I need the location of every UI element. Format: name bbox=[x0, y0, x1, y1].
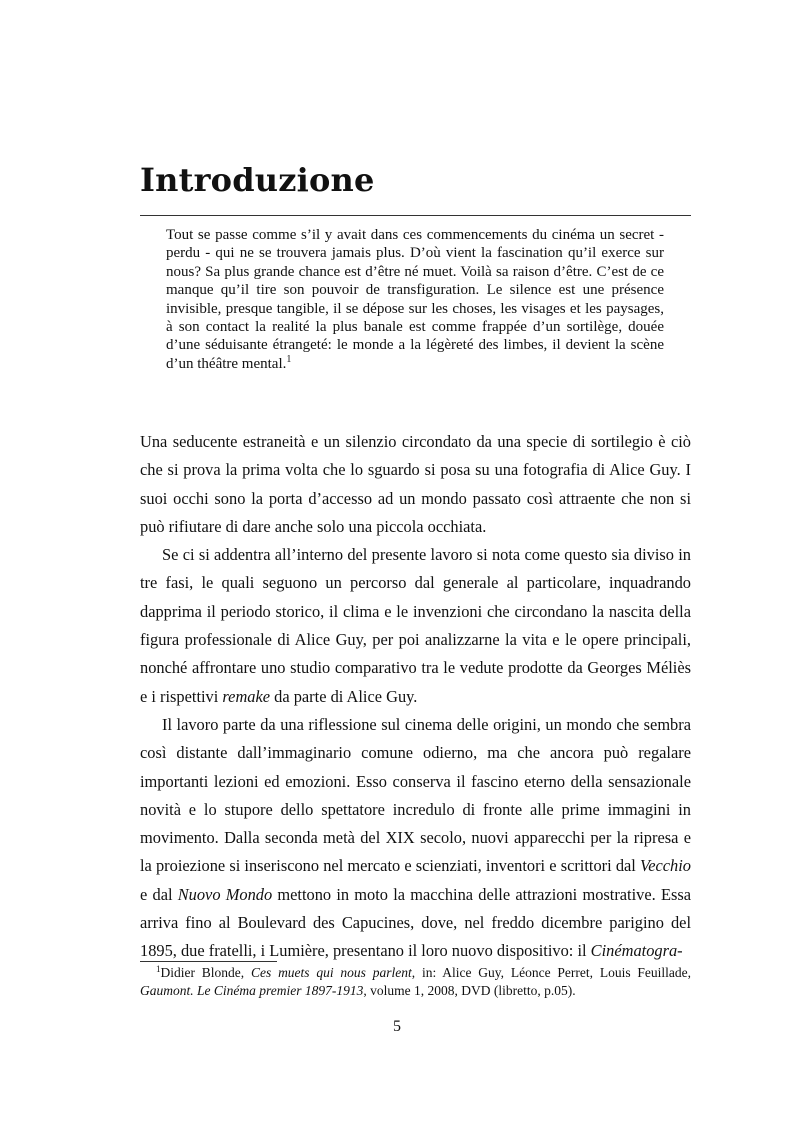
remake-emphasis: remake bbox=[222, 686, 271, 706]
vecchio-emphasis: Vecchio bbox=[640, 856, 691, 876]
paragraph-2: Se ci si addentra all’interno del presente lavoro si nota come questo sia diviso in tre fasi, le quali seguono un percorso dal generale al particolare, inquadrando dapprima il periodo storico, il clima e le invenzioni che circondano la nascita della figura professionale di Alice Guy, per poi analizzarne la vita e le opere principali, nonché affrontare uno studio comparativo tra le vedute prodotte da Georges Méliès e i rispettivi remake da parte di Alice Guy. bbox=[140, 545, 691, 706]
footnote: $^1$Didier Blonde, Ces muets qui nous parlent, in: Alice Guy, Léonce Perret, Louis Feuillade, Gaumont. Le Cinéma premier 1897-1913, volume 1, 2008, DVD (libretto, p.05). bbox=[140, 964, 691, 998]
body-text bbox=[140, 428, 691, 966]
paragraph-1: Una seducente estraneità e un silenzio circondato da una specie di sortilegio è ciò che si prova la prima volta che lo sguardo si posa su una fotografia di Alice Guy. I suoi occhi sono la porta d’accesso ad un mondo passato così attraente che non si può rifiutare di dare anche solo una piccola occhiata. bbox=[140, 432, 691, 536]
footnote-mark: 1 bbox=[156, 964, 161, 974]
cinematographe-emphasis: Cinématogra- bbox=[590, 941, 683, 961]
paragraph-3: Il lavoro parte da una riflessione sul cinema delle origini, un mondo che sembra così distante dall’immaginario comune odierno, ma che ancora può regalare importanti lezioni ed emozioni. Esso conserva il fascino eterno della sensazionale novità e lo stupore dello spettatore incredulo di fronte alle prime immagini in movimento. Dalla seconda metà del XIX secolo, nuovi apparecchi per la ripresa e la proiezione si inseriscono nel mercato e scienziati, inventori e scrittori dal Vecchio e dal Nuovo Mondo mettono in moto la macchina delle attrazioni mostrative. Essa arriva fino al Boulevard des Capucines, dove, nel freddo dicembre parigino del 1895, due fratelli, i Lumière, presentano il loro nuovo dispositivo: il Cinématogra- bbox=[140, 714, 691, 961]
page-number: 5 bbox=[393, 1018, 401, 1035]
epigraph-footnote-ref[interactable]: 1 bbox=[286, 353, 292, 365]
chapter-title: Introduzione bbox=[140, 161, 375, 199]
epigraph-text: Tout se passe comme s’il y avait dans ces commencements du cinéma un secret - perdu - qui ne se trouvera jamais plus. D’où vient la fascination qu’il exerce sur nous? Sa plus grande chance est d’être né muet. Voilà sa raison d’être. C’est de ce manque qu’il tire son pouvoir de transfiguration. Le silence est une présence invisible, presque tangible, il se dépose sur les choses, les visages et les paysages, à son contact la realité la plus banale est comme frappée d’un sortilège, douée d’une séduisante étrangeté: le monde a la légèreté des limbes, il devient la scène d’un théâtre mental. bbox=[166, 227, 664, 372]
nuovo-mondo-emphasis: Nuovo Mondo bbox=[177, 884, 273, 904]
title-rule bbox=[140, 215, 691, 216]
epigraph-quote bbox=[166, 226, 664, 373]
footnote-collection: Gaumont. Le Cinéma premier 1897-1913 bbox=[140, 983, 364, 998]
footnote-title: Ces muets qui nous parlent bbox=[251, 965, 412, 980]
footnote-rule bbox=[140, 961, 277, 962]
